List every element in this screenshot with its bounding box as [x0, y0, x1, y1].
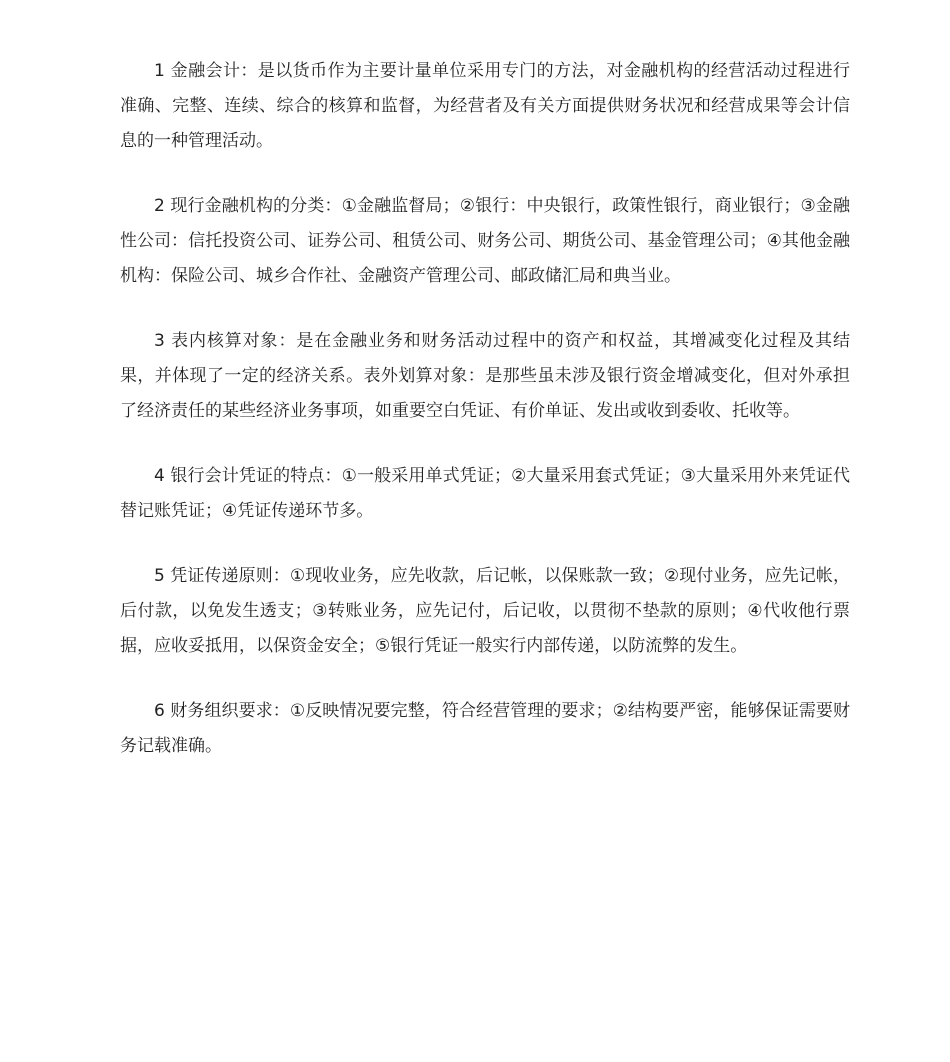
paragraph-financial-accounting: 1 金融会计：是以货币作为主要计量单位采用专门的方法，对金融机构的经营活动过程进行准确、完整、连续、综合的核算和监督，为经营者及有关方面提供财务状况和经营成果等会计信息的一种管理活动。 [120, 61, 850, 151]
paragraph-voucher-transfer-principles: 5 凭证传递原则：①现收业务，应先收款，后记帐，以保账款一致；②现付业务，应先记帐，后付款，以免发生透支；③转账业务，应先记付，后记收，以贯彻不垫款的原则；④代收他行票据，应收妥抵用，以保资金安全；⑤银行凭证一般实行内部传递，以防流弊的发生。 [120, 566, 850, 656]
paragraph-institution-classification: 2 现行金融机构的分类：①金融监督局；②银行：中央银行，政策性银行，商业银行；③金融性公司：信托投资公司、证券公司、租赁公司、财务公司、期货公司、基金管理公司；④其他金融机构：保险公司、城乡合作社、金融资产管理公司、邮政储汇局和典当业。 [120, 196, 850, 286]
paragraph-voucher-features: 4 银行会计凭证的特点：①一般采用单式凭证；②大量采用套式凭证；③大量采用外来凭证代替记账凭证；④凭证传递环节多。 [120, 466, 850, 521]
document-body [120, 54, 850, 794]
paragraph-accounting-objects: 3 表内核算对象：是在金融业务和财务活动过程中的资产和权益，其增减变化过程及其结果，并体现了一定的经济关系。表外划算对象：是那些虽未涉及银行资金增减变化，但对外承担了经济责任的某些经济业务事项，如重要空白凭证、有价单证、发出或收到委收、托收等。 [120, 331, 850, 421]
paragraph-organization-requirements: 6 财务组织要求：①反映情况要完整，符合经营管理的要求；②结构要严密，能够保证需要财务记载准确。 [120, 701, 850, 756]
